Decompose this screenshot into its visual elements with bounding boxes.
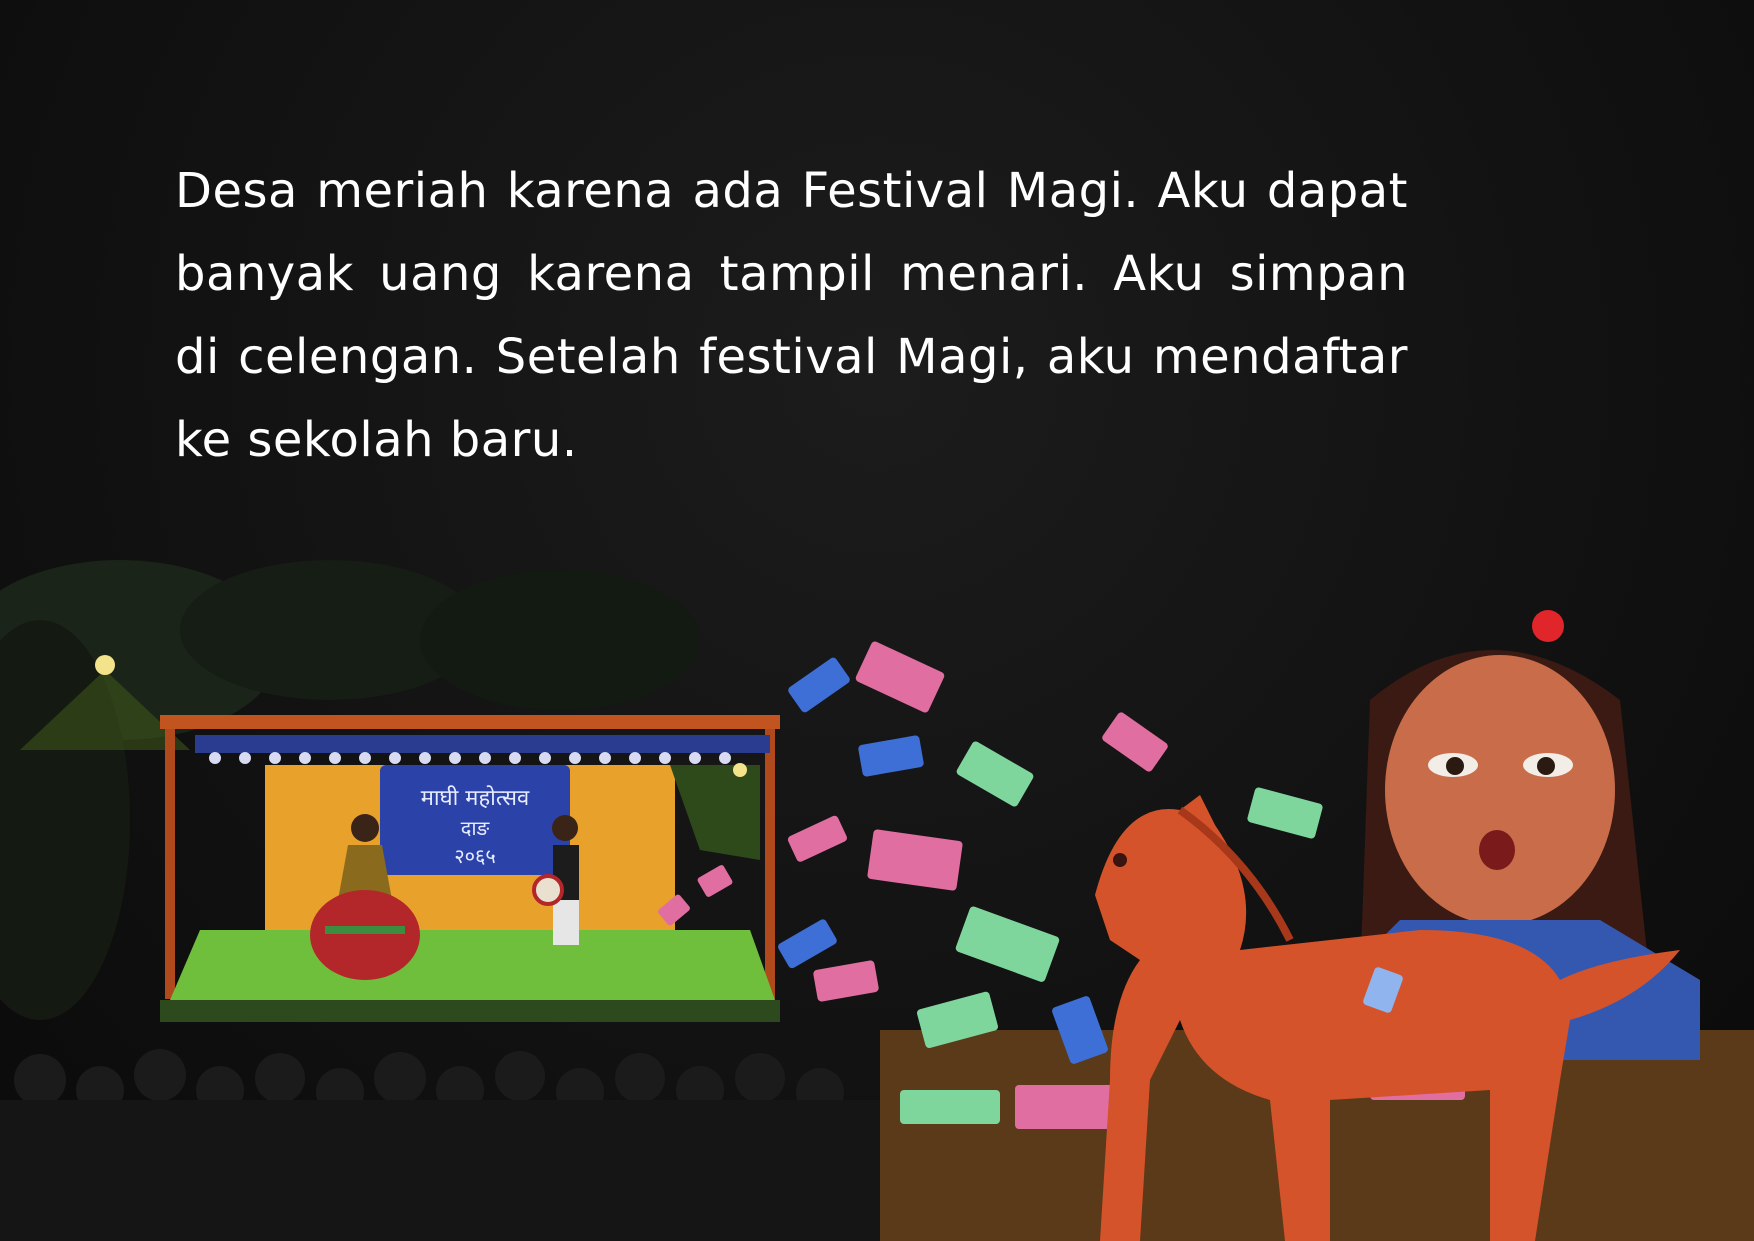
hair-flower-icon	[1532, 610, 1564, 642]
story-text: Desa meriah karena ada Festival Magi. Aku dapat banyak uang karena tampil menari. Aku simpan di celengan. Setelah festival Magi, aku mendaftar ke sekolah baru.	[175, 163, 1408, 468]
stage	[160, 715, 780, 1022]
banner-line-1: माघी महोत्सव	[420, 786, 530, 811]
festival-illustration	[0, 560, 1754, 1241]
audience	[0, 1049, 900, 1241]
banner-line-2: दाङ	[460, 816, 490, 840]
festival-banner	[380, 765, 570, 875]
banner-line-3: २०६५	[454, 844, 496, 868]
